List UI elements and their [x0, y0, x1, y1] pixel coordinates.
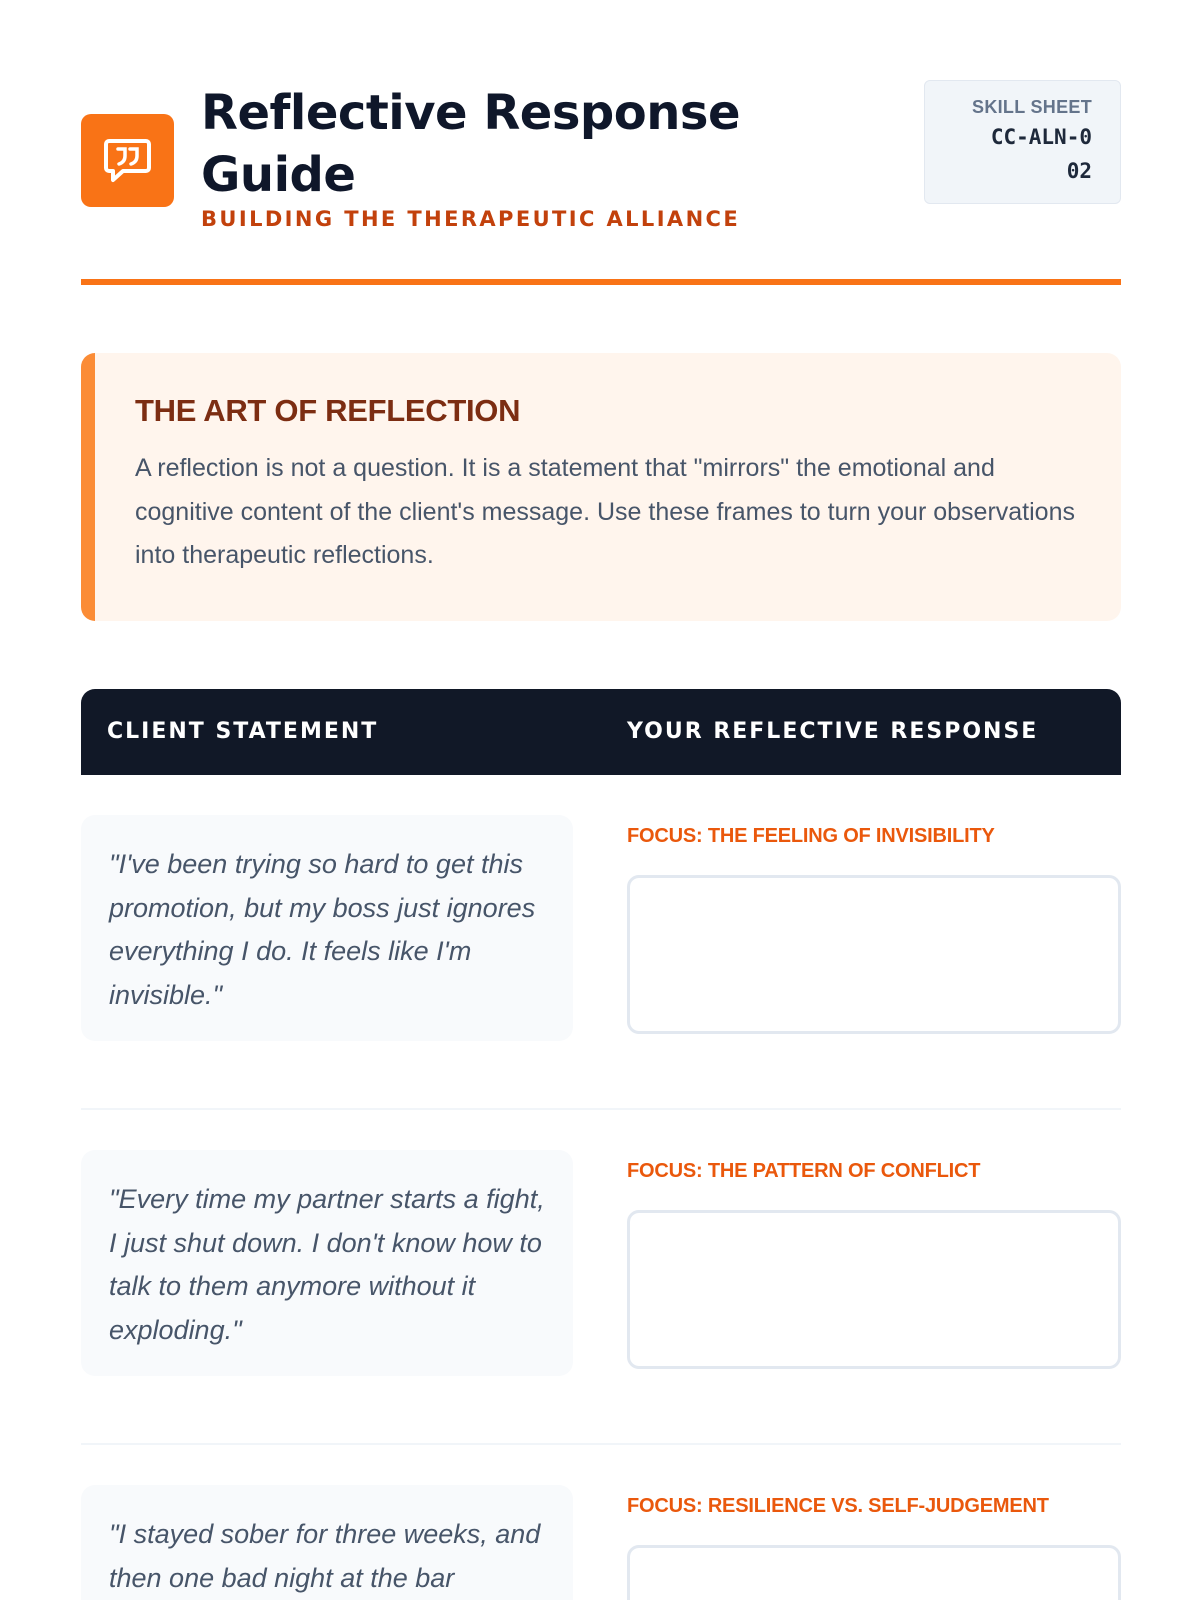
table-header	[81, 689, 1121, 775]
response-field[interactable]	[627, 1210, 1121, 1369]
quote-bubble-icon	[103, 137, 152, 184]
focus-label: FOCUS: THE FEELING OF INVISIBILITY	[627, 825, 995, 847]
client-statement: "I've been trying so hard to get this promotion, but my boss just ignores everything I do. It feels like I'm invisible."	[81, 815, 573, 1041]
page-header	[81, 80, 1121, 285]
logo	[81, 114, 174, 207]
column-header-reflective-response: YOUR REFLECTIVE RESPONSE	[627, 719, 1039, 744]
callout-body: A reflection is not a question. It is a statement that "mirrors" the emotional and cognitive content of the client's message. Use these frames to turn your observations into therapeutic reflections.	[135, 454, 1075, 569]
table-row	[81, 1110, 1121, 1445]
column-header-client-statement: CLIENT STATEMENT	[107, 719, 379, 744]
client-statement: "I stayed sober for three weeks, and then one bad night at the bar	[81, 1485, 573, 1600]
callout-title: THE ART OF REFLECTION	[135, 393, 521, 428]
intro-callout	[81, 353, 1121, 621]
table-row	[81, 1445, 1121, 1600]
header-divider	[81, 279, 1121, 285]
table-row	[81, 775, 1121, 1110]
skill-sheet-code: CC-ALN-002	[990, 125, 1092, 183]
client-statement: "Every time my partner starts a fight, I just shut down. I don't know how to talk to them anymore without it exploding."	[81, 1150, 573, 1376]
skill-sheet-label: SKILL SHEET	[972, 97, 1092, 117]
response-field[interactable]	[627, 875, 1121, 1034]
focus-label: FOCUS: THE PATTERN OF CONFLICT	[627, 1160, 981, 1182]
focus-label: FOCUS: RESILIENCE VS. SELF-JUDGEMENT	[627, 1495, 1049, 1517]
page-title: Reflective Response Guide	[201, 85, 741, 203]
response-field[interactable]	[627, 1545, 1121, 1600]
skill-sheet-badge	[924, 80, 1121, 204]
page-subtitle: BUILDING THE THERAPEUTIC ALLIANCE	[201, 207, 741, 231]
